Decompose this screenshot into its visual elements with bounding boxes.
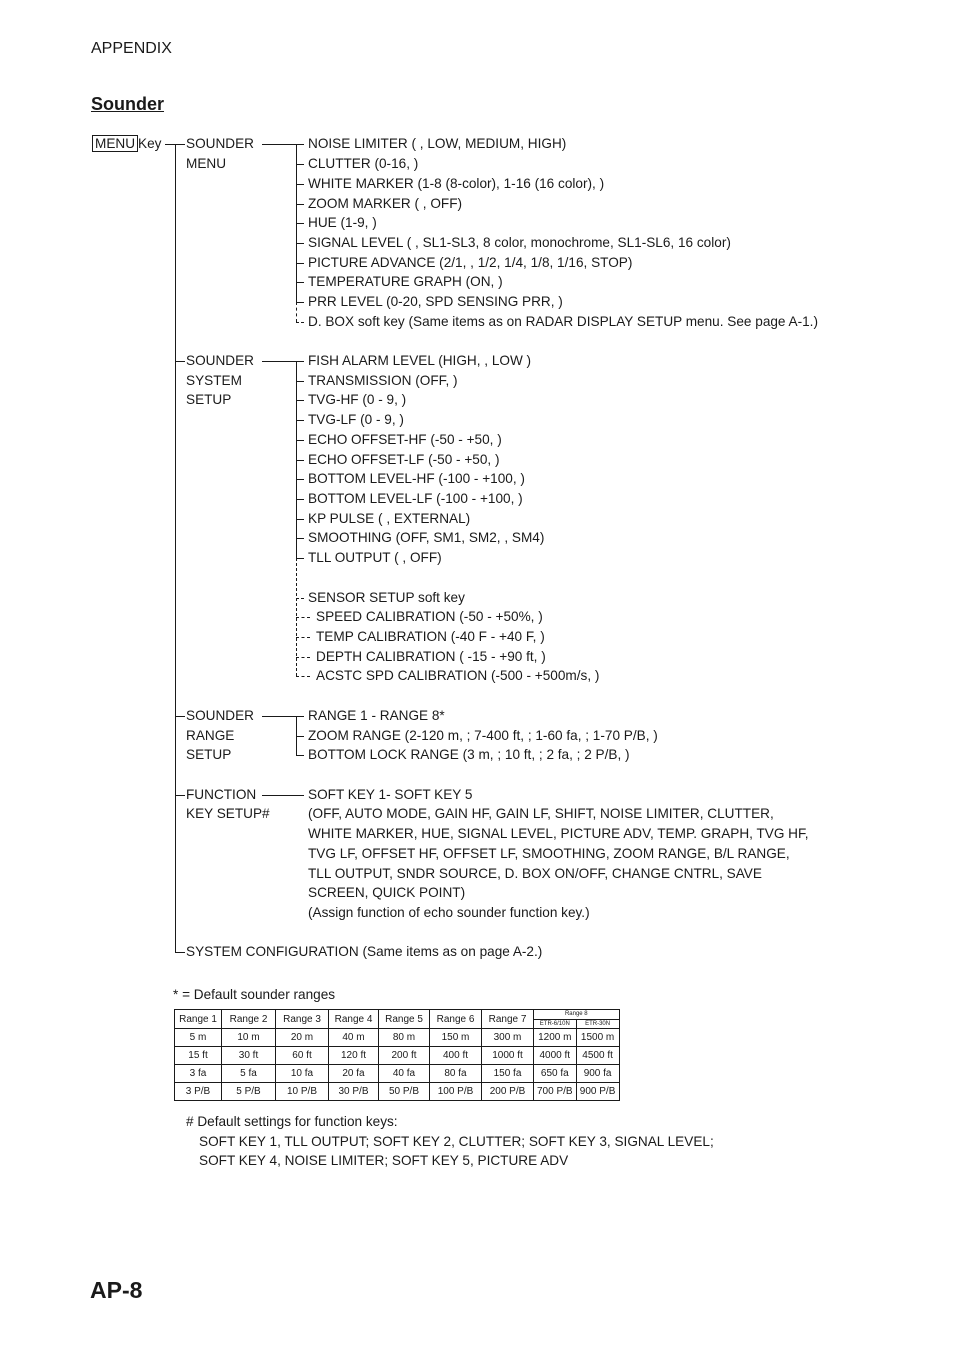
menu-key-box: MENU	[92, 135, 138, 152]
function-key-label-2: KEY SETUP#	[186, 806, 270, 821]
table-cell: 1000 ft	[482, 1047, 534, 1065]
table-cell: 700 P/B	[534, 1083, 577, 1101]
table-cell: 400 ft	[430, 1047, 482, 1065]
table-cell: 15 ft	[175, 1047, 222, 1065]
setup-item-echo-offset-hf: ECHO OFFSET-HF (-50 - +50, )	[308, 432, 502, 447]
function-key-line-2: (OFF, AUTO MODE, GAIN HF, GAIN LF, SHIFT, NOISE LIMITER, CLUTTER,	[308, 806, 774, 821]
table-row	[175, 1065, 620, 1083]
branch-function-key	[175, 795, 185, 796]
table-header-row	[175, 1010, 620, 1020]
table-cell: 10 P/B	[276, 1083, 329, 1101]
system-setup-label-2: SYSTEM	[186, 373, 242, 388]
system-configuration-item: SYSTEM CONFIGURATION (Same items as on page A-2.)	[186, 944, 543, 959]
range-setup-label-2: RANGE	[186, 728, 235, 743]
menu-key-suffix: Key	[138, 136, 162, 151]
table-header-range-8: Range 8	[534, 1010, 620, 1020]
table-cell: 4500 ft	[576, 1047, 619, 1065]
system-setup-connector	[262, 361, 304, 362]
table-cell: 1500 m	[576, 1029, 619, 1047]
setup-item-bottom-level-lf: BOTTOM LEVEL-LF (-100 - +100, )	[308, 491, 523, 506]
setup-item-tvg-hf: TVG-HF (0 - 9, )	[308, 392, 407, 407]
menu-item-noise-limiter: NOISE LIMITER ( , LOW, MEDIUM, HIGH)	[308, 136, 567, 151]
setup-item-echo-offset-lf: ECHO OFFSET-LF (-50 - +50, )	[308, 452, 500, 467]
table-cell: 5 m	[175, 1029, 222, 1047]
menu-item-prr-level: PRR LEVEL (0-20, SPD SENSING PRR, )	[308, 294, 563, 309]
table-cell: 40 fa	[379, 1065, 430, 1083]
range-item-bottom-lock-range: BOTTOM LOCK RANGE (3 m, ; 10 ft, ; 2 fa, ; 2 P/B, )	[308, 747, 630, 762]
table-cell: 60 ft	[276, 1047, 329, 1065]
function-key-line-6: SCREEN, QUICK POINT)	[308, 885, 466, 900]
setup-item-kp-pulse: KP PULSE ( , EXTERNAL)	[308, 511, 471, 526]
table-cell: 20 fa	[329, 1065, 379, 1083]
table-subheader-etr-6-10n: ETR-6/10N	[534, 1019, 577, 1029]
branch-range-setup	[175, 716, 185, 717]
table-cell: 150 fa	[482, 1065, 534, 1083]
table-cell: 200 P/B	[482, 1083, 534, 1101]
table-cell: 50 P/B	[379, 1083, 430, 1101]
function-key-line-4: TVG LF, OFFSET HF, OFFSET LF, SMOOTHING, ZOOM RANGE, B/L RANGE,	[308, 846, 790, 861]
sounder-menu-connector	[262, 144, 304, 145]
table-cell: 200 ft	[379, 1047, 430, 1065]
table-cell: 80 fa	[430, 1065, 482, 1083]
sensor-item-acstc-spd-calibration: ACSTC SPD CALIBRATION (-500 - +500m/s, )	[316, 668, 600, 683]
table-cell: 100 P/B	[430, 1083, 482, 1101]
table-cell: 10 m	[222, 1029, 276, 1047]
menu-item-zoom-marker: ZOOM MARKER ( , OFF)	[308, 196, 463, 211]
table-cell: 300 m	[482, 1029, 534, 1047]
function-key-line-1: SOFT KEY 1- SOFT KEY 5	[308, 787, 473, 802]
function-key-line-3: WHITE MARKER, HUE, SIGNAL LEVEL, PICTURE ADV, TEMP. GRAPH, TVG HF,	[308, 826, 809, 841]
sounder-menu-dashed-trunk	[296, 302, 297, 322]
table-cell: 900 fa	[576, 1065, 619, 1083]
table-cell: 150 m	[430, 1029, 482, 1047]
sensor-item-depth-calibration: DEPTH CALIBRATION ( -15 - +90 ft, )	[316, 649, 546, 664]
branch-system-config	[175, 952, 185, 953]
range-item-range1-8: RANGE 1 - RANGE 8*	[308, 708, 445, 723]
setup-item-fish-alarm: FISH ALARM LEVEL (HIGH, , LOW )	[308, 353, 532, 368]
table-cell: 5 P/B	[222, 1083, 276, 1101]
table-cell: 120 ft	[329, 1047, 379, 1065]
function-defaults-line-2: SOFT KEY 4, NOISE LIMITER; SOFT KEY 5, PICTURE ADV	[199, 1153, 569, 1168]
range-item-zoom-range: ZOOM RANGE (2-120 m, ; 7-400 ft, ; 1-60 fa, ; 1-70 P/B, )	[308, 728, 658, 743]
setup-item-tll-output: TLL OUTPUT ( , OFF)	[308, 550, 442, 565]
table-row	[175, 1083, 620, 1101]
menu-item-clutter: CLUTTER (0-16, )	[308, 156, 419, 171]
table-cell: 30 P/B	[329, 1083, 379, 1101]
range-setup-label-3: SETUP	[186, 747, 232, 762]
setup-item-smoothing: SMOOTHING (OFF, SM1, SM2, , SM4)	[308, 530, 545, 545]
table-cell: 900 P/B	[576, 1083, 619, 1101]
function-key-label-1: FUNCTION	[186, 787, 257, 802]
menu-key-label	[92, 136, 161, 152]
table-cell: 650 fa	[534, 1065, 577, 1083]
function-key-connector	[262, 795, 304, 796]
system-setup-label-1: SOUNDER	[186, 353, 254, 368]
menu-item-temperature-graph: TEMPERATURE GRAPH (ON, )	[308, 274, 503, 289]
setup-item-transmission: TRANSMISSION (OFF, )	[308, 373, 458, 388]
system-setup-label-3: SETUP	[186, 392, 232, 407]
sensor-item-speed-calibration: SPEED CALIBRATION (-50 - +50%, )	[316, 609, 543, 624]
table-header-range-1: Range 1	[175, 1010, 222, 1029]
range-setup-label-1: SOUNDER	[186, 708, 254, 723]
menu-item-white-marker: WHITE MARKER (1-8 (8-color), 1-16 (16 color), )	[308, 176, 605, 191]
range-setup-connector	[262, 716, 304, 717]
function-defaults-line-1: SOFT KEY 1, TLL OUTPUT; SOFT KEY 2, CLUTTER; SOFT KEY 3, SIGNAL LEVEL;	[199, 1134, 714, 1149]
table-subheader-etr-30n: ETR-30N	[576, 1019, 619, 1029]
table-cell: 20 m	[276, 1029, 329, 1047]
menu-item-dbox-softkey: D. BOX soft key (Same items as on RADAR DISPLAY SETUP menu. See page A-1.)	[308, 314, 818, 329]
table-cell: 30 ft	[222, 1047, 276, 1065]
table-cell: 80 m	[379, 1029, 430, 1047]
sensor-setup-title: SENSOR SETUP soft key	[308, 590, 465, 605]
setup-item-bottom-level-hf: BOTTOM LEVEL-HF (-100 - +100, )	[308, 471, 525, 486]
sensor-item-temp-calibration: TEMP CALIBRATION (-40 F - +40 F, )	[316, 629, 545, 644]
menu-item-hue: HUE (1-9, )	[308, 215, 377, 230]
table-header-range-4: Range 4	[329, 1010, 379, 1029]
table-header-range-6: Range 6	[430, 1010, 482, 1029]
setup-item-tvg-lf: TVG-LF (0 - 9, )	[308, 412, 404, 427]
table-header-range-3: Range 3	[276, 1010, 329, 1029]
table-row	[175, 1047, 620, 1065]
menu-item-signal-level: SIGNAL LEVEL ( , SL1-SL3, 8 color, monochrome, SL1-SL6, 16 color)	[308, 235, 731, 250]
range-table-caption: * = Default sounder ranges	[173, 987, 336, 1002]
table-header-range-2: Range 2	[222, 1010, 276, 1029]
table-cell: 3 P/B	[175, 1083, 222, 1101]
function-defaults-title: # Default settings for function keys:	[186, 1114, 398, 1129]
table-row	[175, 1029, 620, 1047]
page-header: APPENDIX	[91, 40, 172, 57]
table-cell: 10 fa	[276, 1065, 329, 1083]
table-header-range-5: Range 5	[379, 1010, 430, 1029]
table-cell: 40 m	[329, 1029, 379, 1047]
function-key-line-7: (Assign function of echo sounder function key.)	[308, 905, 590, 920]
function-key-line-5: TLL OUTPUT, SNDR SOURCE, D. BOX ON/OFF, CHANGE CNTRL, SAVE	[308, 866, 762, 881]
page-number: AP-8	[90, 1277, 143, 1303]
sounder-menu-label-2: MENU	[186, 156, 227, 171]
table-cell: 1200 m	[534, 1029, 577, 1047]
menu-item-picture-advance: PICTURE ADVANCE (2/1, , 1/2, 1/4, 1/8, 1/16, STOP)	[308, 255, 633, 270]
section-title: Sounder	[91, 94, 165, 114]
table-header-range-7: Range 7	[482, 1010, 534, 1029]
default-ranges-table	[174, 1009, 620, 1101]
table-cell: 5 fa	[222, 1065, 276, 1083]
table-cell: 4000 ft	[534, 1047, 577, 1065]
main-trunk-line	[175, 144, 176, 952]
table-cell: 3 fa	[175, 1065, 222, 1083]
branch-system-setup	[175, 361, 185, 362]
sounder-menu-label-1: SOUNDER	[186, 136, 254, 151]
